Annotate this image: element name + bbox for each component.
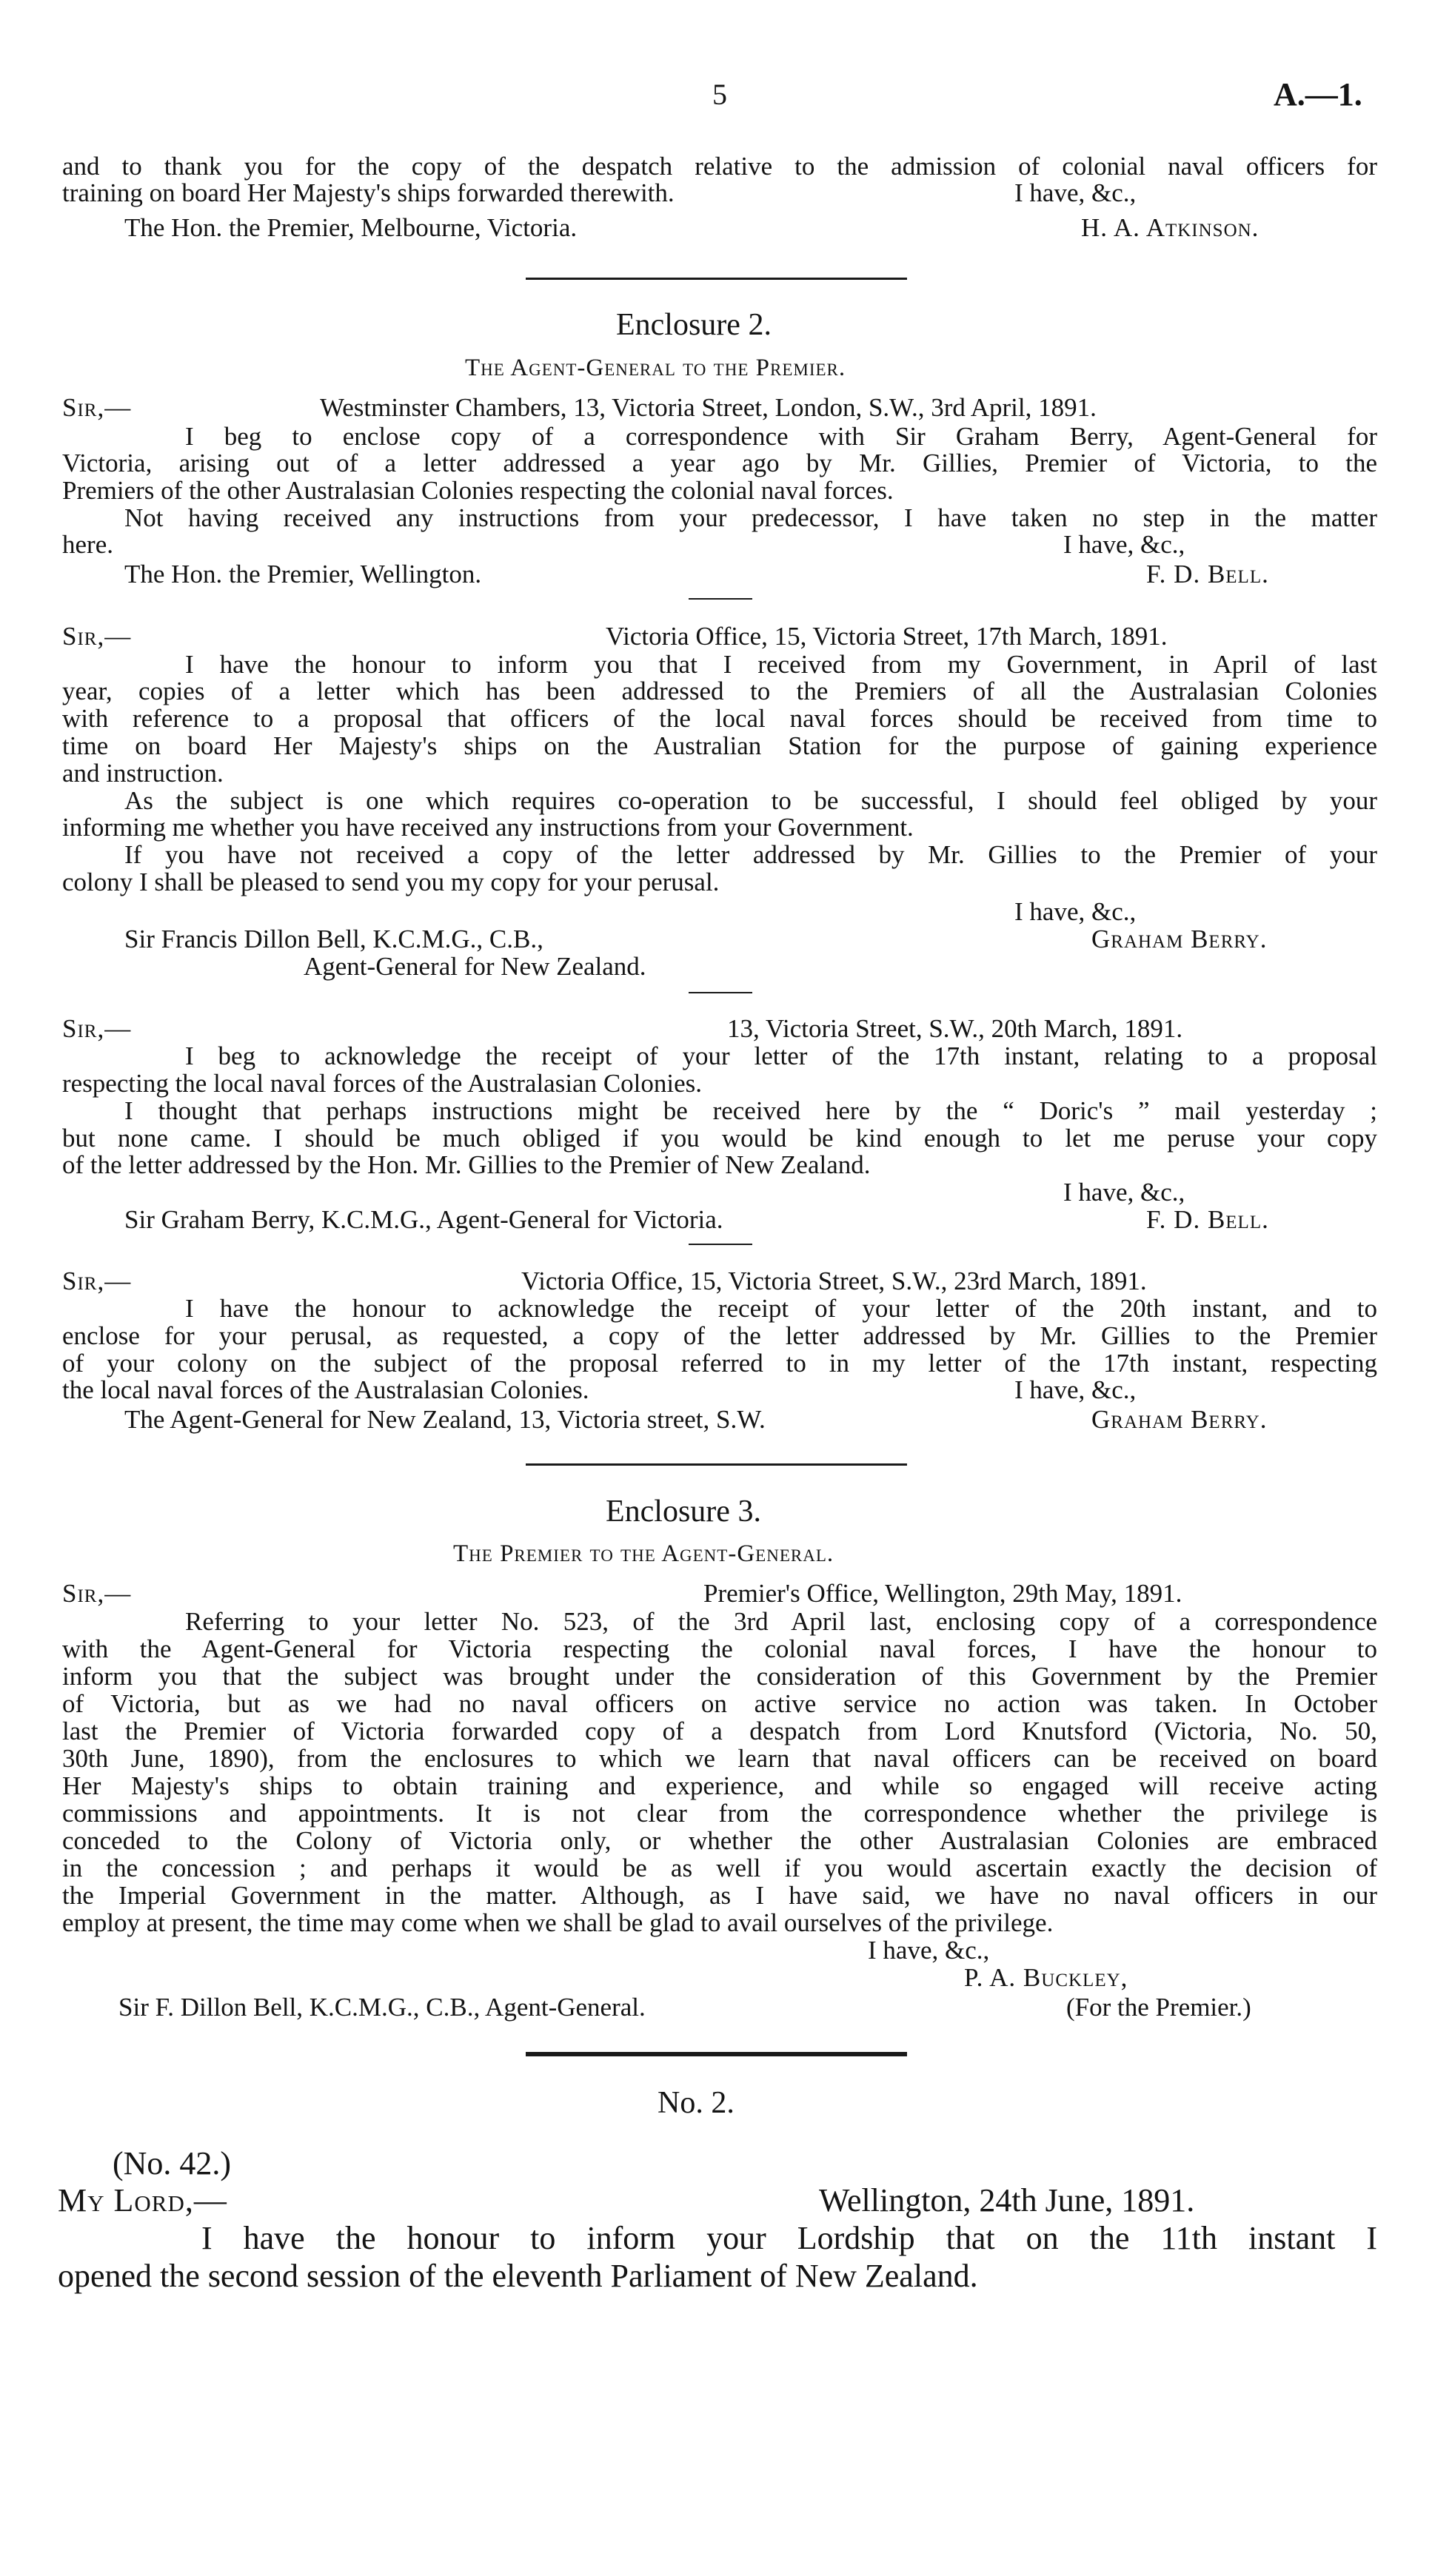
intro-line: training on board Her Majesty's ships forwarded therewith. (62, 178, 675, 207)
section-divider (526, 278, 907, 280)
letter-3-body-line: I beg to acknowledge the receipt of your letter of the 17th instant, relating to a proposal (185, 1042, 1377, 1070)
enclosure-3-body-line: last the Premier of Victoria forwarded copy of a despatch from Lord Knutsford (Victoria, No. 50, (62, 1717, 1377, 1745)
letter-1-body-line: Not having received any instructions from your predecessor, I have taken no step in the matter (124, 503, 1377, 532)
letter-2-addressee: Agent-General for New Zealand. (304, 952, 646, 981)
enclosure-3-body-line: in the concession ; and perhaps it would be as well if you would ascertain exactly the decision of (62, 1854, 1377, 1882)
intro-signature: H. A. Atkinson. (1081, 213, 1259, 242)
letter-2-body-line: If you have not received a copy of the letter addressed by Mr. Gillies to the Premier of your (124, 840, 1377, 869)
document-reference: A.—1. (1274, 76, 1362, 113)
enclosure-3-body-line: Referring to your letter No. 523, of the 3rd April last, enclosing copy of a correspondence (185, 1607, 1377, 1636)
letter-2-body-line: and instruction. (62, 759, 224, 788)
no2-salutation: My Lord,— (58, 2182, 227, 2218)
letter-2-salutation: Sir,— (62, 622, 132, 651)
intro-line: and to thank you for the copy of the despatch relative to the admission of colonial naval officers for (62, 152, 1377, 181)
letter-1-addressee: The Hon. the Premier, Wellington. (124, 560, 482, 588)
enclosure-3-closing: I have, &c., (868, 1936, 990, 1965)
letter-2-body-line: informing me whether you have received any instructions from your Government. (62, 813, 914, 842)
page-number: 5 (712, 78, 727, 111)
letter-4-body-line: enclose for your perusal, as requested, a copy of the letter addressed by Mr. Gillies to the Premier (62, 1321, 1377, 1350)
intro-addressee: The Hon. the Premier, Melbourne, Victoria. (124, 213, 578, 242)
no2-body-line: opened the second session of the eleventh Parliament of New Zealand. (58, 2258, 978, 2294)
letter-4-salutation: Sir,— (62, 1267, 132, 1295)
letter-4-body-line: the local naval forces of the Australasian Colonies. (62, 1375, 589, 1404)
letter-3-addressee: Sir Graham Berry, K.C.M.G., Agent-General for Victoria. (124, 1205, 723, 1234)
enclosure-3-title: Enclosure 3. (606, 1495, 761, 1529)
no2-place-date: Wellington, 24th June, 1891. (819, 2182, 1195, 2218)
letter-divider (689, 598, 752, 600)
enclosure-3-body-line: 30th June, 1890), from the enclosures to which we learn that naval officers can be received on board (62, 1744, 1377, 1773)
enclosure-3-body-line: Her Majesty's ships to obtain training and experience, and while so engaged will receive acting (62, 1771, 1377, 1800)
letter-3-body-line: respecting the local naval forces of the Australasian Colonies. (62, 1069, 703, 1098)
enclosure-3-for-premier: (For the Premier.) (1066, 1993, 1251, 2022)
letter-2-body-line: As the subject is one which requires co-operation to be successful, I should feel obliged by your (124, 786, 1377, 815)
no2-body-line: I have the honour to inform your Lordship that on the 11th instant I (201, 2220, 1377, 2256)
enclosure-3-body-line: employ at present, the time may come when we shall be glad to avail ourselves of the privilege. (62, 1908, 1054, 1937)
letter-1-body-line: here. (62, 530, 113, 559)
letter-3-body-line: I thought that perhaps instructions might be received here by the “ Doric's ” mail yesterday ; (124, 1096, 1377, 1125)
letter-1-body-line: I beg to enclose copy of a correspondence with Sir Graham Berry, Agent-General for (185, 422, 1377, 451)
enclosure-3-body-line: commissions and appointments. It is not clear from the correspondence whether the privilege is (62, 1799, 1377, 1828)
letter-4-place-date: Victoria Office, 15, Victoria Street, S.W., 23rd March, 1891. (521, 1267, 1147, 1295)
letter-3-body-line: of the letter addressed by the Hon. Mr. Gillies to the Premier of New Zealand. (62, 1150, 871, 1179)
no2-reference: (No. 42.) (113, 2145, 232, 2181)
letter-2-addressee: Sir Francis Dillon Bell, K.C.M.G., C.B., (124, 925, 543, 953)
enclosure-3-body-line: with the Agent-General for Victoria respecting the colonial naval forces, I have the honour to (62, 1634, 1377, 1663)
letter-1-salutation: Sir,— (62, 393, 132, 422)
section-divider-heavy (526, 2052, 907, 2056)
letter-2-signature: Graham Berry. (1091, 925, 1268, 953)
section-divider (526, 1463, 907, 1466)
enclosure-2-title: Enclosure 2. (616, 308, 772, 342)
enclosure-3-body-line: of Victoria, but as we had no naval officers on active service no action was taken. In October (62, 1689, 1377, 1718)
intro-closing: I have, &c., (1014, 178, 1137, 207)
letter-3-body-line: but none came. I should be much obliged if you would be kind enough to let me peruse your copy (62, 1124, 1377, 1153)
letter-2-body-line: time on board Her Majesty's ships on the Australian Station for the purpose of gaining experience (62, 731, 1377, 760)
letter-1-body-line: Premiers of the other Australasian Colonies respecting the colonial naval forces. (62, 476, 894, 505)
letter-2-body-line: with reference to a proposal that officers of the local naval forces should be received from time to (62, 704, 1377, 733)
enclosure-3-body-line: inform you that the subject was brought under the consideration of this Government by the Premier (62, 1662, 1377, 1691)
letter-3-place-date: 13, Victoria Street, S.W., 20th March, 1891. (727, 1014, 1183, 1043)
letter-1-body-line: Victoria, arising out of a letter addressed a year ago by Mr. Gillies, Premier of Victoria, to the (62, 449, 1377, 477)
letter-1-place-date: Westminster Chambers, 13, Victoria Street, London, S.W., 3rd April, 1891. (320, 393, 1097, 422)
enclosure-2-subtitle: The Agent-General to the Premier. (465, 355, 846, 381)
no2-title: No. 2. (658, 2086, 735, 2120)
letter-3-salutation: Sir,— (62, 1014, 132, 1043)
enclosure-3-addressee: Sir F. Dillon Bell, K.C.M.G., C.B., Agent-General. (118, 1993, 646, 2022)
enclosure-3-subtitle: The Premier to the Agent-General. (453, 1540, 834, 1567)
letter-divider (689, 992, 752, 993)
enclosure-3-signature: P. A. Buckley, (964, 1963, 1128, 1992)
enclosure-3-place-date: Premier's Office, Wellington, 29th May, 1891. (703, 1579, 1182, 1608)
letter-4-body-line: I have the honour to acknowledge the receipt of your letter of the 20th instant, and to (185, 1294, 1377, 1323)
letter-2-body-line: colony I shall be pleased to send you my copy for your perusal. (62, 868, 720, 896)
letter-4-body-line: of your colony on the subject of the proposal referred to in my letter of the 17th instant, respecting (62, 1349, 1377, 1378)
letter-divider (689, 1244, 752, 1245)
letter-3-closing: I have, &c., (1063, 1178, 1185, 1207)
letter-2-body-line: I have the honour to inform you that I received from my Government, in April of last (185, 650, 1377, 679)
letter-1-closing: I have, &c., (1063, 530, 1185, 559)
letter-3-signature: F. D. Bell. (1146, 1205, 1269, 1234)
letter-4-signature: Graham Berry. (1091, 1405, 1268, 1434)
letter-2-body-line: year, copies of a letter which has been addressed to the Premiers of all the Australasian Colonies (62, 677, 1377, 705)
enclosure-3-body-line: conceded to the Colony of Victoria only, or whether the other Australasian Colonies are embraced (62, 1826, 1377, 1855)
letter-1-signature: F. D. Bell. (1146, 560, 1269, 588)
letter-2-place-date: Victoria Office, 15, Victoria Street, 17th March, 1891. (606, 622, 1168, 651)
letter-2-closing: I have, &c., (1014, 897, 1137, 926)
letter-4-addressee: The Agent-General for New Zealand, 13, Victoria street, S.W. (124, 1405, 766, 1434)
enclosure-3-salutation: Sir,— (62, 1579, 132, 1608)
letter-4-closing: I have, &c., (1014, 1375, 1137, 1404)
enclosure-3-body-line: the Imperial Government in the matter. Although, as I have said, we have no naval officers in our (62, 1881, 1377, 1910)
